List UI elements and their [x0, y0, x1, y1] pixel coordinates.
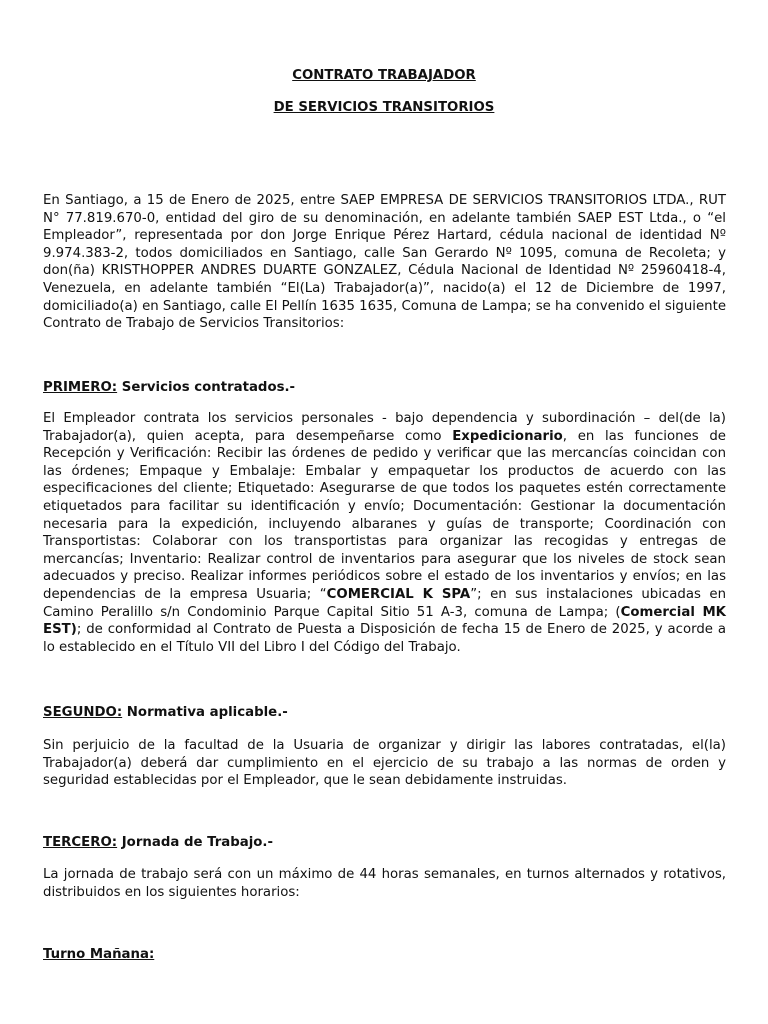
section-segundo-title: Normativa aplicable.- — [122, 705, 288, 720]
primero-company-short: Comercial MK EST) — [43, 604, 726, 638]
section-tercero-title: Jornada de Trabajo.- — [117, 835, 273, 850]
primero-text-2: , en las funciones de Recepción y Verificación: Recibir las órdenes de pedido y verificar que las mercancías coincidan con las órdenes; Empaque y Embalaje: Embalar y empaquetar los productos de acuerdo con las especificaciones del cliente; Etiquetado: Asegurarse de que todos los paquetes estén correctamente etiquetados para facilitar su identificación y envío; Documentación: Gestionar la documentación necesaria para la expedición, incluyendo albaranes y guías de transporte; Coordinación con Transportistas: Colaborar con los transportistas para organizar las recogidas y entregas de mercancías; Inventario: Realizar control de inventarios para asegurar que los niveles de stock sean adecuados y preciso. Realizar informes periódicos sobre el estado de los inventarios y envíos; en las dependencias de la empresa Usuaria; “ — [43, 428, 726, 602]
primero-text-3: ”; en sus instalaciones ubicadas en Camino Peralillo s/n Condominio Parque Capital Sitio 51 A-3, comuna de Lampa; ( — [43, 586, 727, 620]
intro-paragraph: En Santiago, a 15 de Enero de 2025, entre SAEP EMPRESA DE SERVICIOS TRANSITORIOS LTDA., RUT N° 77.819.670-0, entidad del giro de su denominación, en adelante también SAEP EST Ltda., o “el Empleador”, representada por don Jorge Enrique Pérez Hartard, cédula nacional de identidad Nº 9.974.383-2, todos domiciliados en Santiago, calle San Gerardo Nº 1095, comuna de Recoleta; y don(ña) KRISTHOPPER ANDRES DUARTE GONZALEZ, Cédula Nacional de Identidad Nº 25960418-4, Venezuela, en adelante también “El(La) Trabajador(a)”, nacido(a) el 12 de Diciembre de 1997, domiciliado(a) en Santiago, calle El Pellín 1635 1635, Comuna de Lampa; se ha convenido el siguiente Contrato de Trabajo de Servicios Transitorios: — [43, 193, 726, 332]
section-primero-heading — [43, 379, 726, 397]
document-title-line1: CONTRATO TRABAJADOR — [292, 68, 476, 83]
primero-text-1: El Empleador contrata los servicios personales - bajo dependencia y subordinación – del(de la) Trabajador(a), quien acepta, para desempeñarse como — [43, 411, 726, 444]
section-segundo-paragraph: Sin perjuicio de la facultad de la Usuaria de organizar y dirigir las labores contratadas, el(la) Trabajador(a) deberá dar cumplimiento en el ejercicio de su trabajo a las normas de orden y seguridad establecidas por el Empleador, que le sean debidamente instruidas. — [43, 738, 726, 789]
section-segundo-heading — [43, 704, 726, 722]
section-tercero-number: TERCERO: — [43, 835, 118, 850]
turno-manana-title: Turno Mañana: — [43, 947, 155, 962]
turno-manana-heading — [43, 946, 726, 964]
primero-company: COMERCIAL K SPA — [326, 586, 471, 602]
section-tercero-paragraph: La jornada de trabajo será con un máximo de 44 horas semanales, en turnos alternados y rotativos, distribuidos en los siguientes horarios: — [43, 867, 726, 900]
document-title-line2: DE SERVICIOS TRANSITORIOS — [273, 100, 495, 115]
section-primero-paragraph — [43, 410, 726, 656]
section-segundo-number: SEGUNDO: — [43, 705, 123, 720]
primero-role: Expedicionario — [452, 428, 563, 444]
primero-text-4: ; de conformidad al Contrato de Puesta a Disposición de fecha 15 de Enero de 2025, y acorde a lo establecido en el Título VII del Libro I del Código del Trabajo. — [43, 622, 726, 655]
section-tercero-heading — [43, 834, 726, 852]
section-primero-title: Servicios contratados.- — [117, 380, 296, 395]
section-primero-number: PRIMERO: — [43, 380, 118, 395]
